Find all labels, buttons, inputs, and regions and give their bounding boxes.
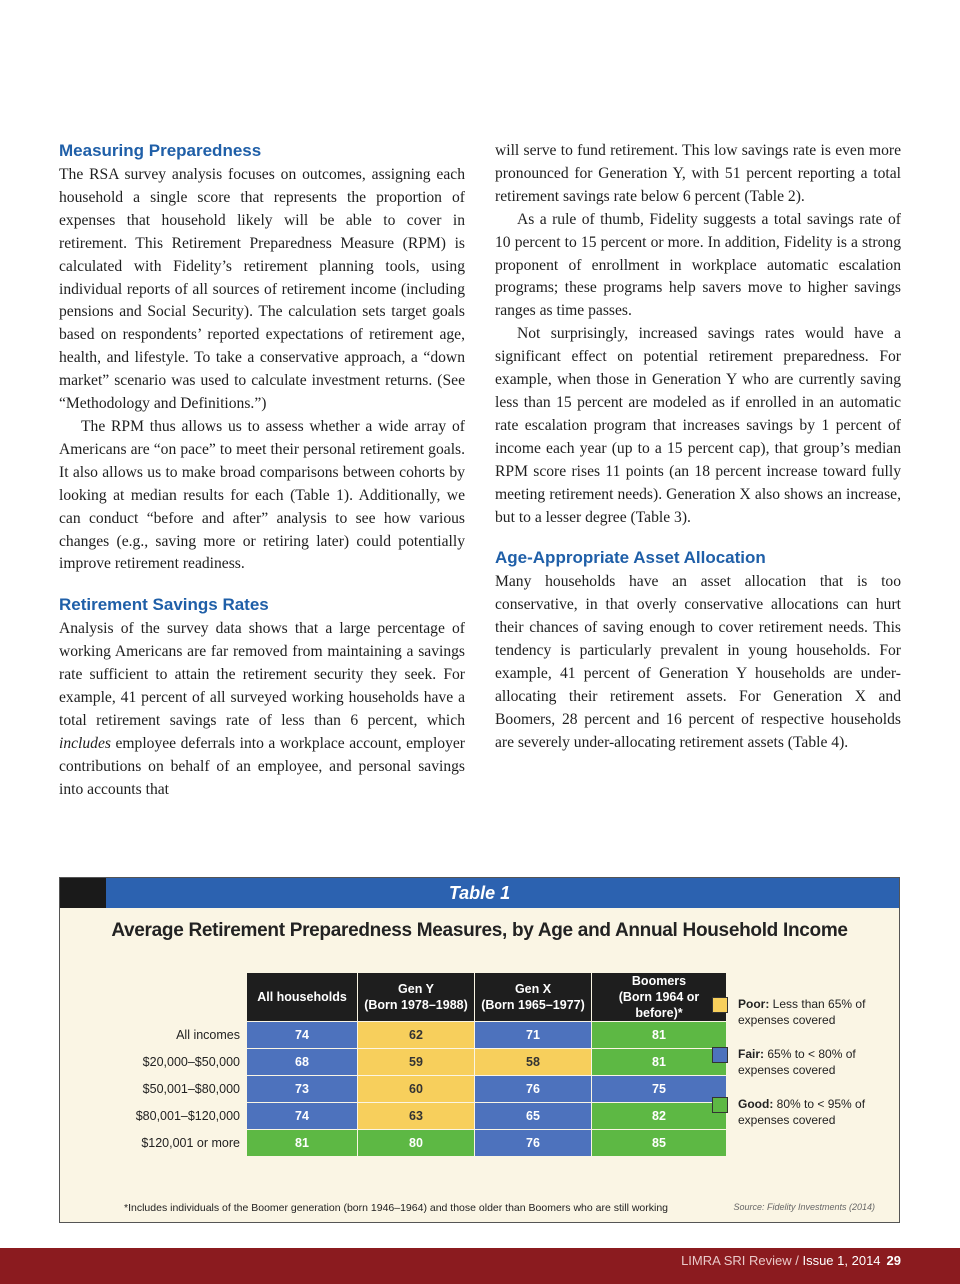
table-label-bar <box>60 878 899 908</box>
footer-separator: / <box>791 1253 803 1268</box>
cell-value: 81 <box>592 1049 727 1076</box>
cell-value: 58 <box>475 1049 592 1076</box>
legend-desc: 80% to < 95% of expenses covered <box>738 1097 866 1127</box>
paragraph: As a rule of thumb, Fidelity suggests a total savings rate of 10 percent to 15 percent or more. In addition, Fidelity is a strong proponent of enrollment in workplace automatic escalation programs; these programs help savers move to higher savings ranges as time passes. <box>495 210 901 320</box>
rpm-table <box>90 972 727 1157</box>
cell-value: 85 <box>592 1130 727 1157</box>
legend-item-fair <box>712 1046 892 1096</box>
table-header-row <box>90 973 727 1022</box>
legend-term: Fair: <box>738 1047 765 1061</box>
header-all-households: All households <box>247 973 358 1022</box>
legend-desc: Less than 65% of expenses covered <box>738 997 866 1027</box>
section-heading-asset-allocation: Age-Appropriate Asset Allocation <box>495 548 766 568</box>
table-label: Table 1 <box>448 883 511 903</box>
row-label: All incomes <box>176 1028 240 1042</box>
paragraph: The RSA survey analysis focuses on outcomes, assigning each household a single score that represents the proportion of expenses that household likely will be able to cover in retirement. This Retirement Preparedness Measure (RPM) is calculated with Fidelity’s retirement planning tools, using individual reports of all sources of retirement income (including pensions and Social Security). The calculation sets target goals based on respondents’ reported expectations of retirement age, health, and lifestyle. To take a conservative approach, a “down market” scenario was used to calculate investment returns. (See “Methodology and Definitions.”) <box>59 166 465 413</box>
cell-value: 65 <box>475 1103 592 1130</box>
paragraph-text: employee deferrals into a workplace account, employer contributions on behalf of an employee, and personal savings into accounts that <box>59 734 465 798</box>
header-blank <box>90 973 247 1022</box>
table-footnote: *Includes individuals of the Boomer generation (born 1946–1964) and those older than Boomers who are still working <box>124 1202 668 1214</box>
row-label: $120,001 or more <box>141 1136 240 1150</box>
legend-desc: 65% to < 80% of expenses covered <box>738 1047 856 1077</box>
cell-value: 59 <box>358 1049 475 1076</box>
issue-label: Issue 1, 2014 <box>802 1253 881 1268</box>
publication-name: LIMRA SRI Review <box>681 1253 792 1268</box>
cell-value: 81 <box>592 1022 727 1049</box>
table-row <box>90 1130 727 1157</box>
right-column <box>495 140 901 755</box>
paragraph: The RPM thus allows us to assess whether a wide array of Americans are “on pace” to meet their personal retirement goals. It also allows us to make broad comparisons between cohorts by looking at median results for each (Table 1). Additionally, we can conduct “before and after” analysis to see how various changes (e.g., saving more or retiring later) could potentially improve retirement readiness. <box>59 417 465 573</box>
legend <box>712 996 892 1146</box>
row-label: $20,000–$50,000 <box>142 1055 240 1069</box>
emphasis-text: includes <box>59 734 111 752</box>
cell-value: 60 <box>358 1076 475 1103</box>
table-1-box <box>59 877 900 1223</box>
paragraph: Many households have an asset allocation that is too conservative, in that overly conservative allocations can hurt their chances of saving enough to cover retirement needs. This tendency is particularly prevalent in young households. For example, 41 percent of Generation Y households are under-allocating their retirement assets. For Generation X and Boomers, 28 percent and 16 percent of respective households are severely under-allocating retirement assets (Table 4). <box>495 573 901 751</box>
cell-value: 75 <box>592 1076 727 1103</box>
legend-item-good <box>712 1096 892 1146</box>
fair-swatch-icon <box>712 1047 728 1063</box>
cell-value: 74 <box>247 1103 358 1130</box>
table-row <box>90 1022 727 1049</box>
table-row <box>90 1049 727 1076</box>
left-column <box>59 140 465 802</box>
cell-value: 74 <box>247 1022 358 1049</box>
legend-term: Poor: <box>738 997 770 1011</box>
table-label-tab <box>60 878 106 908</box>
cell-value: 76 <box>475 1130 592 1157</box>
row-label: $80,001–$120,000 <box>135 1109 240 1123</box>
good-swatch-icon <box>712 1097 728 1113</box>
table-row <box>90 1076 727 1103</box>
cell-value: 81 <box>247 1130 358 1157</box>
footer-text <box>681 1253 901 1268</box>
paragraph: Not surprisingly, increased savings rates would have a significant effect on potential retirement preparedness. For example, when those in Generation Y who are currently saving less than 15 percent are modeled as if enrolled in an automatic rate escalation program that increases savings by 1 percent of income each year (up to a 15 percent cap), that group’s median RPM score rises 11 points (an 18 percent increase toward fully meeting retirement needs). Generation X also shows an increase, but to a lesser degree (Table 3). <box>495 325 901 526</box>
paragraph <box>59 618 465 801</box>
cell-value: 73 <box>247 1076 358 1103</box>
header-gen-y: Gen Y (Born 1978–1988) <box>358 973 475 1022</box>
table-title: Average Retirement Preparedness Measures, by Age and Annual Household Income <box>111 920 848 941</box>
section-heading-measuring-preparedness: Measuring Preparedness <box>59 141 262 160</box>
table-source: Source: Fidelity Investments (2014) <box>733 1202 875 1212</box>
table-row <box>90 1103 727 1130</box>
cell-value: 71 <box>475 1022 592 1049</box>
cell-value: 62 <box>358 1022 475 1049</box>
legend-term: Good: <box>738 1097 774 1111</box>
poor-swatch-icon <box>712 997 728 1013</box>
paragraph-text: Analysis of the survey data shows that a large percentage of working Americans are far removed from maintaining a savings rate sufficient to attain the retirement security they seek. For example, 41 percent of all surveyed working households have a total retirement savings rate of less than 6 percent, which <box>59 620 465 729</box>
cell-value: 63 <box>358 1103 475 1130</box>
section-heading-retirement-savings-rates: Retirement Savings Rates <box>59 595 269 615</box>
cell-value: 68 <box>247 1049 358 1076</box>
cell-value: 76 <box>475 1076 592 1103</box>
cell-value: 82 <box>592 1103 727 1130</box>
row-label: $50,001–$80,000 <box>142 1082 240 1096</box>
legend-item-poor <box>712 996 892 1046</box>
cell-value: 80 <box>358 1130 475 1157</box>
header-boomers: Boomers (Born 1964 or before)* <box>592 973 727 1022</box>
page-number: 29 <box>886 1253 901 1268</box>
header-gen-x: Gen X (Born 1965–1977) <box>475 973 592 1022</box>
paragraph: will serve to fund retirement. This low savings rate is even more pronounced for Generation Y, with 51 percent reporting a total retirement savings rate below 6 percent (Table 2). <box>495 142 901 205</box>
